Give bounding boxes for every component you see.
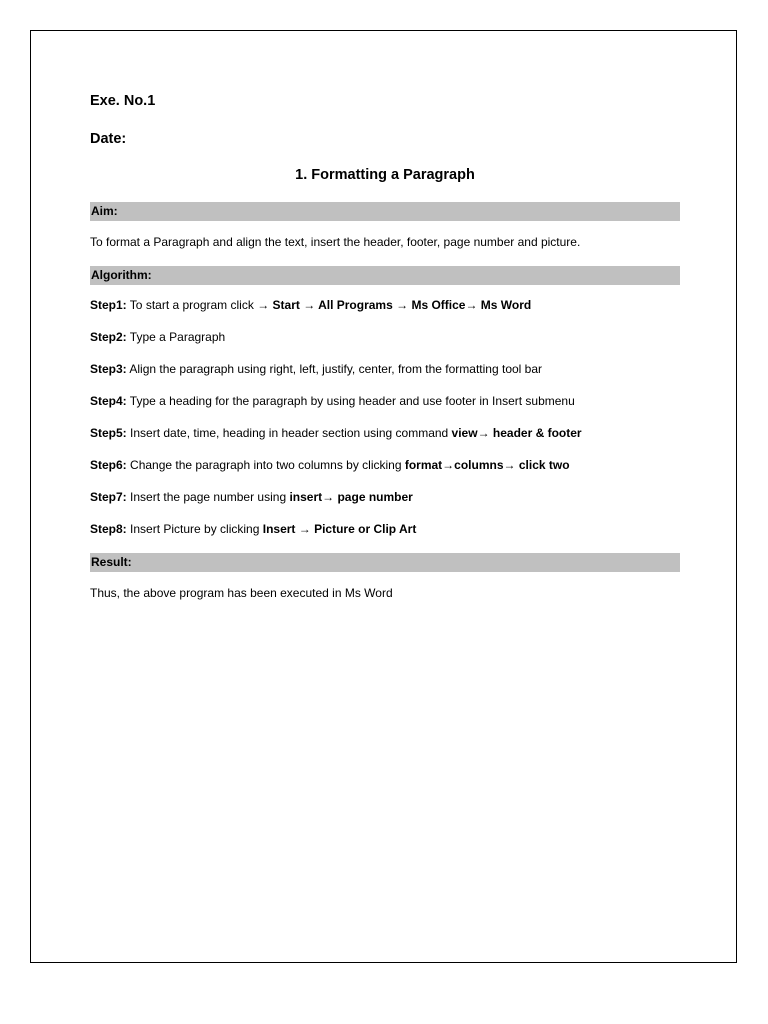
step-6 [90, 457, 570, 473]
aim-text: To format a Paragraph and align the text, insert the header, footer, page number and picture. [90, 235, 581, 249]
step-7 [90, 489, 413, 505]
exercise-number: Exe. No.1 [90, 93, 156, 109]
step-4 [90, 393, 575, 409]
step-text: Type a heading for the paragraph by using header and use footer in Insert submenu [126, 394, 575, 408]
step-text: To start a program click [126, 298, 258, 312]
step-3 [90, 361, 542, 377]
step-label: Step2: [90, 330, 127, 344]
step-8 [90, 521, 416, 537]
step-text: Insert Picture by clicking [126, 522, 263, 536]
algorithm-heading: Algorithm: [90, 266, 680, 285]
step-command: insert→ page number [289, 490, 413, 504]
step-label: Step6: [90, 458, 127, 472]
step-label: Step3: [90, 362, 127, 376]
step-label: Step5: [90, 426, 127, 440]
step-2 [90, 329, 225, 345]
step-5 [90, 425, 582, 441]
step-label: Step8: [90, 522, 127, 536]
step-command: → Start → All Programs → Ms Office→ Ms Word [257, 298, 532, 312]
step-label: Step7: [90, 490, 127, 504]
step-text: Insert the page number using [126, 490, 290, 504]
step-1 [90, 297, 531, 313]
result-heading: Result: [90, 553, 680, 572]
date-label: Date: [90, 131, 127, 147]
step-command: Insert → Picture or Clip Art [262, 522, 417, 536]
aim-heading: Aim: [90, 202, 680, 221]
step-text: Change the paragraph into two columns by clicking [126, 458, 405, 472]
result-text: Thus, the above program has been executed in Ms Word [90, 586, 393, 600]
step-command: format→columns→ click two [404, 458, 570, 472]
step-text: Align the paragraph using right, left, justify, center, from the formatting tool bar [126, 362, 543, 376]
document-title: 1. Formatting a Paragraph [295, 167, 475, 183]
step-label: Step1: [90, 298, 127, 312]
step-command: view→ header & footer [451, 426, 582, 440]
step-text: Insert date, time, heading in header section using command [126, 426, 452, 440]
step-text: Type a Paragraph [126, 330, 226, 344]
step-label: Step4: [90, 394, 127, 408]
